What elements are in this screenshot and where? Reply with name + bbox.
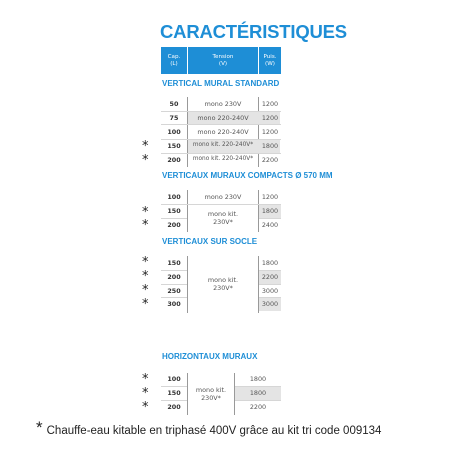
row-divider — [235, 400, 281, 401]
table-row-power: 2200 — [261, 156, 279, 164]
table-row-capacity: 200 — [167, 221, 181, 229]
footnote-text: Chauffe-eau kitable en triphasé 400V grâce au kit tri code 009134 — [46, 425, 382, 437]
asterisk-icon: * — [142, 386, 149, 401]
section-title-verticaux-sur-socle: VERTICAUX SUR SOCLE — [162, 237, 258, 246]
row-divider — [259, 284, 281, 285]
section-title-vertical-mural-standard: VERTICAL MURAL STANDARD — [162, 79, 280, 88]
column-divider — [187, 256, 188, 313]
table-row-power: 1200 — [261, 128, 279, 136]
table-row-tension: mono kit. 220-240V* — [192, 156, 254, 162]
page-title: CARACTÉRISTIQUES — [160, 21, 347, 42]
table-row-tension: mono 230V — [204, 193, 242, 201]
table-row-capacity: 150 — [167, 389, 181, 397]
table-row-capacity: 150 — [167, 259, 181, 267]
row-divider — [161, 111, 281, 112]
row-divider — [161, 153, 281, 154]
asterisk-icon: * — [142, 297, 149, 312]
row-divider — [161, 284, 187, 285]
row-divider — [161, 139, 281, 140]
table-row-capacity: 250 — [167, 287, 181, 295]
asterisk-icon: * — [142, 205, 149, 220]
row-divider — [235, 386, 281, 387]
row-divider — [161, 124, 281, 125]
table-row-power: 1200 — [261, 114, 279, 122]
table-row-capacity: 75 — [169, 114, 179, 122]
asterisk-icon: * — [36, 418, 43, 437]
table-row-power: 2400 — [261, 221, 279, 229]
table-row-tension: mono 220-240V — [197, 114, 249, 122]
table-row-tension: mono 220-240V — [197, 128, 249, 136]
row-divider — [161, 270, 187, 271]
row-divider — [259, 297, 281, 298]
table-row-power: 3000 — [261, 287, 279, 295]
table-row-tension: mono 230V — [204, 100, 242, 108]
table-row-power: 3000 — [261, 300, 279, 308]
footnote — [36, 420, 381, 438]
table-row-power: 1200 — [261, 193, 279, 201]
asterisk-icon: * — [142, 218, 149, 233]
asterisk-icon: * — [142, 255, 149, 270]
table-row-power: 1800 — [261, 207, 279, 215]
table-row-capacity: 300 — [167, 300, 181, 308]
header-capacity: Cap. (L) — [161, 47, 187, 74]
row-divider — [161, 297, 187, 298]
table-row-tension: mono kit. 230V* — [207, 276, 239, 292]
row-divider — [161, 400, 187, 401]
asterisk-icon: * — [142, 372, 149, 387]
table-row-power: 1800 — [261, 142, 279, 150]
table-row-power: 2200 — [261, 273, 279, 281]
table-row-capacity: 200 — [167, 156, 181, 164]
row-divider — [161, 218, 187, 219]
row-divider — [161, 204, 281, 205]
table-row-capacity: 200 — [167, 273, 181, 281]
table-row-capacity: 200 — [167, 403, 181, 411]
table-row-power: 1200 — [261, 100, 279, 108]
table-row-capacity: 150 — [167, 142, 181, 150]
table-row-capacity: 150 — [167, 207, 181, 215]
column-divider — [187, 373, 188, 415]
table-row-tension: mono kit. 230V* — [207, 210, 239, 226]
table-row-capacity: 100 — [167, 375, 181, 383]
table-row-power: 1800 — [261, 259, 279, 267]
asterisk-icon: * — [142, 139, 149, 154]
table-row-power: 2200 — [249, 403, 267, 411]
header-tension: Tension (V) — [188, 47, 258, 74]
row-divider — [161, 386, 187, 387]
section-title-verticaux-muraux-compacts: VERTICAUX MURAUX COMPACTS Ø 570 MM — [162, 171, 333, 180]
asterisk-icon: * — [142, 153, 149, 168]
asterisk-icon: * — [142, 269, 149, 284]
header-power: Puis. (W) — [259, 47, 281, 74]
asterisk-icon: * — [142, 283, 149, 298]
table-row-capacity: 100 — [167, 193, 181, 201]
row-divider — [259, 270, 281, 271]
table-row-power: 1800 — [249, 389, 267, 397]
table-row-tension: mono kit. 230V* — [195, 386, 227, 402]
table-row-tension: mono kit. 220-240V* — [192, 142, 254, 148]
table-row-capacity: 50 — [169, 100, 179, 108]
asterisk-icon: * — [142, 400, 149, 415]
row-divider — [259, 218, 281, 219]
section-title-horizontaux-muraux: HORIZONTAUX MURAUX — [162, 352, 258, 361]
table-row-capacity: 100 — [167, 128, 181, 136]
table-row-power: 1800 — [249, 375, 267, 383]
